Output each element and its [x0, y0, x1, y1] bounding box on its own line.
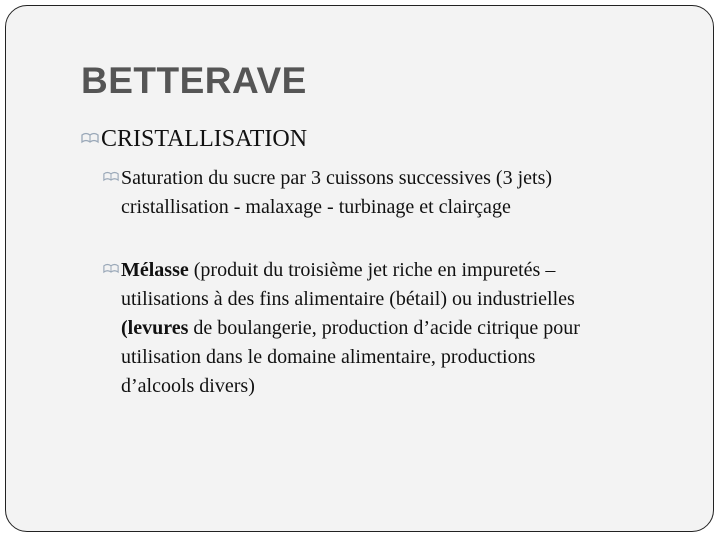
paragraph-text: de boulangerie, production d’acide citrique pour	[188, 317, 580, 339]
paragraph-line	[121, 256, 555, 285]
slide	[5, 5, 714, 532]
paragraph-line: Saturation du sucre par 3 cuissons successives (3 jets)	[121, 167, 553, 189]
paragraph-line	[103, 314, 703, 343]
bullet-icon	[103, 256, 121, 285]
paragraph-saturation	[103, 164, 703, 222]
heading-text: CRISTALLISATION	[101, 126, 308, 152]
paragraph-melasse	[103, 256, 703, 401]
paragraph-line: utilisation dans le domaine alimentaire, productions	[121, 346, 536, 368]
bullet-icon	[81, 124, 101, 154]
paragraph-line: cristallisation - malaxage - turbinage et clairçage	[121, 196, 511, 218]
slide-title: BETTERAVE	[81, 60, 307, 101]
paragraph-line: utilisations à des fins alimentaire (bétail) ou industrielles	[121, 288, 575, 310]
bullet-icon	[103, 164, 121, 193]
heading-item	[81, 124, 307, 154]
paragraph-line: d’alcools divers)	[121, 375, 255, 397]
term-melasse: Mélasse	[121, 259, 189, 281]
term-levures: levures	[127, 317, 189, 339]
open-paren: (	[121, 317, 128, 339]
paragraph-text: (produit du troisième jet riche en impuretés –	[188, 259, 556, 281]
